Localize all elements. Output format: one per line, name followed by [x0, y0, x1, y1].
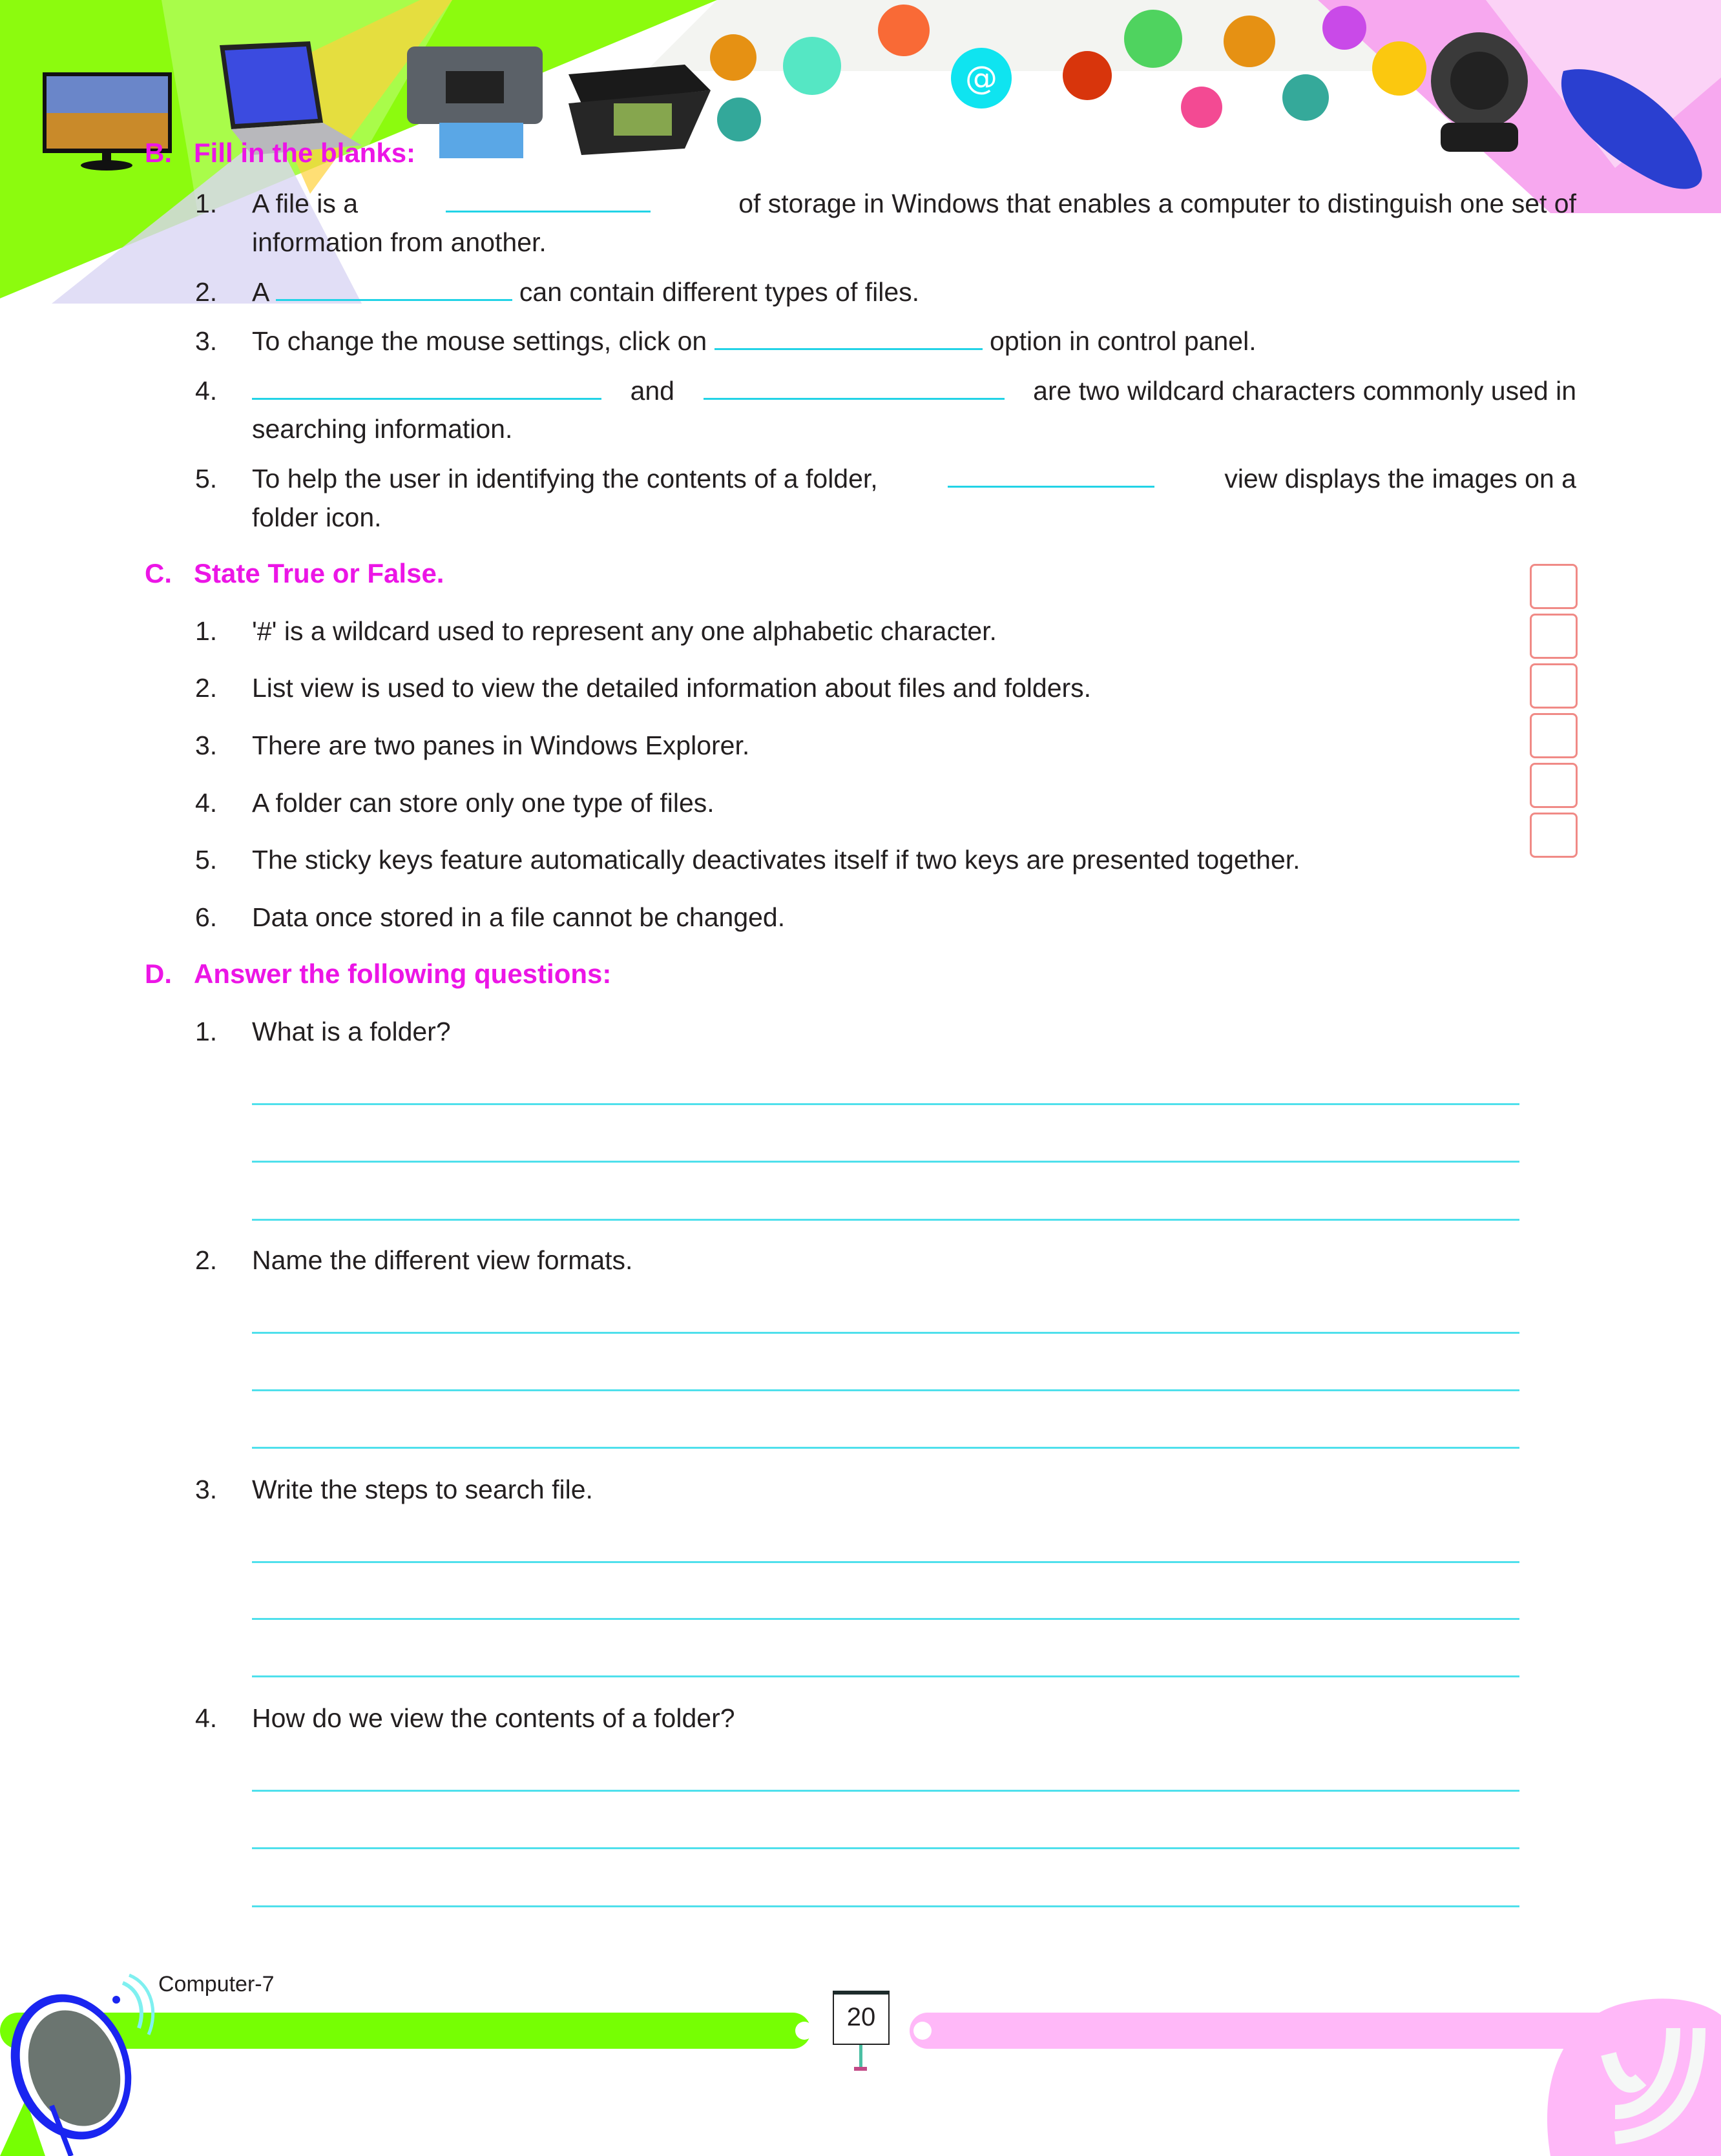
people-icon — [1124, 10, 1182, 68]
item-text: of storage in Windows that enables a computer to distinguish one set of — [738, 189, 1576, 218]
answer-line[interactable] — [252, 1332, 1519, 1334]
tf-answer-box[interactable] — [1530, 564, 1578, 609]
item-number: 4. — [195, 1703, 218, 1733]
fill-item-2 — [252, 276, 1576, 308]
tf-statement: '#' is a wildcard used to represent any one alphabetic character. — [252, 616, 997, 646]
tf-statement: The sticky keys feature automatically deactivates itself if two keys are presented together. — [252, 845, 1300, 875]
answer-line[interactable] — [252, 1905, 1519, 1907]
item-text: view displays the images on a — [1224, 464, 1576, 493]
tf-answer-box[interactable] — [1530, 813, 1578, 858]
printer-image — [407, 47, 543, 158]
item-text: option in control panel. — [990, 326, 1257, 356]
page-number: 20 — [833, 1991, 890, 2045]
question-text: Write the steps to search file. — [252, 1475, 593, 1504]
item-number: 1. — [195, 1017, 218, 1046]
item-text: A file is a — [252, 189, 359, 218]
item-number: 5. — [195, 845, 218, 875]
globe-icon — [783, 37, 841, 95]
section-d-title: Answer the following questions: — [194, 959, 612, 989]
item-number: 3. — [195, 326, 218, 356]
item-text: searching information. — [252, 414, 513, 444]
question-text: How do we view the contents of a folder? — [252, 1703, 735, 1733]
item-number: 5. — [195, 464, 218, 493]
fill-item-4 — [252, 375, 1576, 407]
item-number: 1. — [195, 616, 218, 646]
chart-icon — [717, 98, 761, 141]
item-number: 4. — [195, 788, 218, 818]
item-text: and — [630, 376, 674, 406]
section-d-label: D. — [145, 959, 172, 989]
tf-answer-box[interactable] — [1530, 663, 1578, 709]
tf-answer-box[interactable] — [1530, 763, 1578, 808]
item-number: 2. — [195, 277, 218, 307]
answer-line[interactable] — [252, 1103, 1519, 1105]
answer-line[interactable] — [252, 1561, 1519, 1563]
tf-statement: A folder can store only one type of files. — [252, 788, 714, 818]
tf-statement: Data once stored in a file cannot be changed. — [252, 902, 786, 932]
mouse-icon — [1224, 16, 1275, 67]
mouse-icon — [710, 34, 756, 81]
folder-icon — [1322, 6, 1366, 50]
item-number: 3. — [195, 1475, 218, 1504]
item-number: 4. — [195, 376, 218, 406]
answer-blank[interactable] — [446, 187, 651, 212]
item-text: A — [252, 277, 269, 307]
upload-icon — [878, 5, 930, 56]
answer-line[interactable] — [252, 1161, 1519, 1163]
item-text: can contain different types of files. — [519, 277, 920, 307]
chart-icon — [1282, 74, 1329, 121]
gears-icon — [1063, 51, 1112, 100]
answer-line[interactable] — [252, 1389, 1519, 1391]
fill-item-1 — [252, 187, 1576, 220]
book-title: Computer-7 — [158, 1972, 275, 1996]
fill-item-3 — [252, 325, 1576, 357]
item-text: To change the mouse settings, click on — [252, 326, 707, 356]
monitor-icon — [1372, 41, 1426, 96]
tf-answer-box[interactable] — [1530, 614, 1578, 659]
tf-statement: There are two panes in Windows Explorer. — [252, 731, 750, 760]
webcam-image — [1431, 32, 1528, 152]
tf-statement: List view is used to view the detailed information about files and folders. — [252, 673, 1092, 703]
answer-line[interactable] — [252, 1847, 1519, 1849]
answer-line[interactable] — [252, 1675, 1519, 1677]
item-number: 1. — [195, 189, 218, 218]
tf-answer-box[interactable] — [1530, 713, 1578, 758]
answer-line[interactable] — [252, 1447, 1519, 1449]
answer-blank[interactable] — [948, 462, 1154, 488]
answer-blank[interactable] — [714, 325, 983, 350]
item-number: 2. — [195, 1245, 218, 1275]
item-text: folder icon. — [252, 503, 382, 532]
item-text: information from another. — [252, 227, 547, 257]
answer-line[interactable] — [252, 1219, 1519, 1221]
answer-blank[interactable] — [252, 375, 601, 400]
section-c-label: C. — [145, 558, 172, 588]
question-text: What is a folder? — [252, 1017, 451, 1046]
item-text: are two wildcard characters commonly used in — [1033, 376, 1576, 406]
section-c-title: State True or False. — [194, 558, 444, 588]
fill-item-5 — [252, 462, 1576, 495]
scanner-image — [568, 65, 711, 155]
answer-blank[interactable] — [704, 375, 1005, 400]
section-b-title: Fill in the blanks: — [194, 138, 416, 168]
item-number: 3. — [195, 731, 218, 760]
item-number: 6. — [195, 902, 218, 932]
gamepad-icon — [1181, 87, 1222, 128]
question-text: Name the different view formats. — [252, 1245, 633, 1275]
answer-blank[interactable] — [276, 276, 512, 301]
item-number: 2. — [195, 673, 218, 703]
section-b-label: B. — [145, 138, 172, 168]
answer-line[interactable] — [252, 1790, 1519, 1792]
svg-text:@: @ — [965, 59, 997, 97]
item-text: To help the user in identifying the contents of a folder, — [252, 464, 878, 493]
answer-line[interactable] — [252, 1618, 1519, 1620]
